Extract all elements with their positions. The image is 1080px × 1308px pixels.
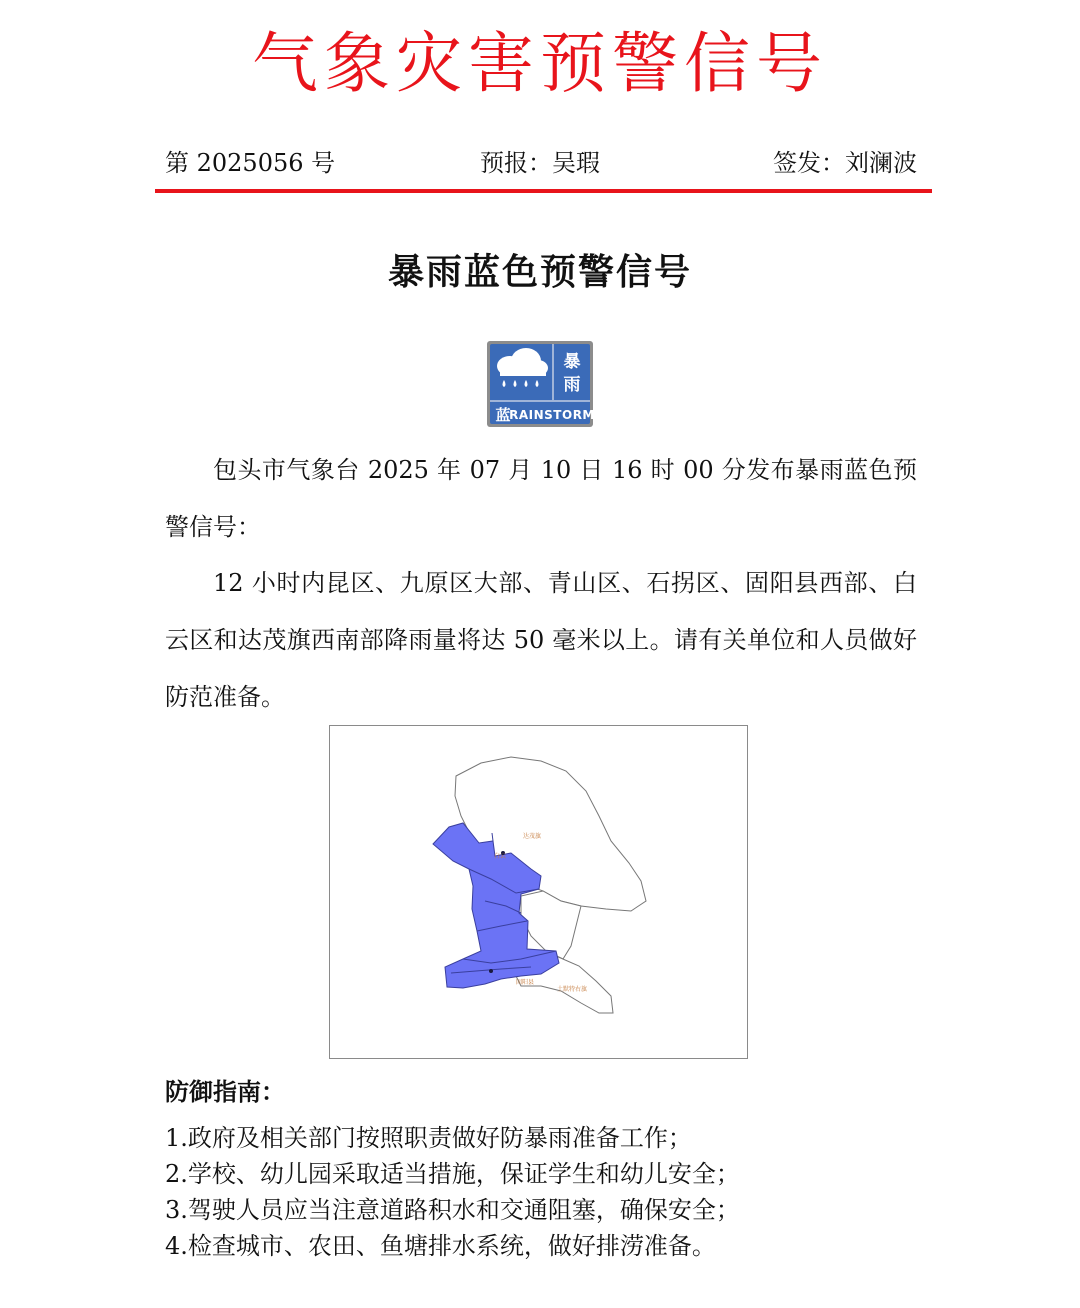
forecaster: 预报：吴瑕 — [480, 149, 600, 177]
issuer: 签发：刘澜波 — [773, 149, 917, 177]
guide-item: 3.驾驶人员应当注意道路积水和交通阻塞，确保安全； — [165, 1196, 740, 1224]
warning-title: 暴雨蓝色预警信号 — [387, 252, 692, 293]
badge-char-2: 雨 — [563, 375, 581, 395]
document-number: 第 2025056 号 — [165, 149, 336, 177]
header-divider — [155, 189, 932, 193]
badge-char-1: 暴 — [563, 352, 581, 372]
warning-area-map — [329, 725, 748, 1059]
badge-level-char: 蓝 — [495, 406, 511, 424]
map-label-tumote: 土默特右旗 — [557, 986, 588, 993]
guide-item: 2.学校、幼儿园采取适当措施，保证学生和幼儿安全； — [165, 1160, 740, 1188]
warning-detail-paragraph: 12 小时内昆区、九原区大部、青山区、石拐区、固阳县西部、白云区和达茂旗西南部降雨量将达 50 毫米以上。请有关单位和人员做好防范准备。 — [165, 569, 917, 711]
document-header-title: 气象灾害预警信号 — [252, 25, 828, 102]
defense-guide-title: 防御指南： — [165, 1078, 285, 1106]
map-label-guyang: 固阳县 — [516, 979, 535, 986]
map-label-baiyun: 白云 — [494, 853, 507, 860]
badge-label: RAINSTORM — [509, 408, 594, 422]
map-label-darhan: 达茂旗 — [523, 833, 542, 840]
rainstorm-blue-warning-badge — [486, 340, 594, 428]
warning-issue-paragraph: 包头市气象台 2025 年 07 月 10 日 16 时 00 分发布暴雨蓝色预警信号： — [165, 456, 917, 541]
guide-item: 1.政府及相关部门按照职责做好防暴雨准备工作； — [165, 1124, 692, 1152]
defense-guide-list — [165, 1120, 740, 1264]
guide-item: 4.检查城市、农田、鱼塘排水系统，做好排涝准备。 — [165, 1232, 716, 1260]
